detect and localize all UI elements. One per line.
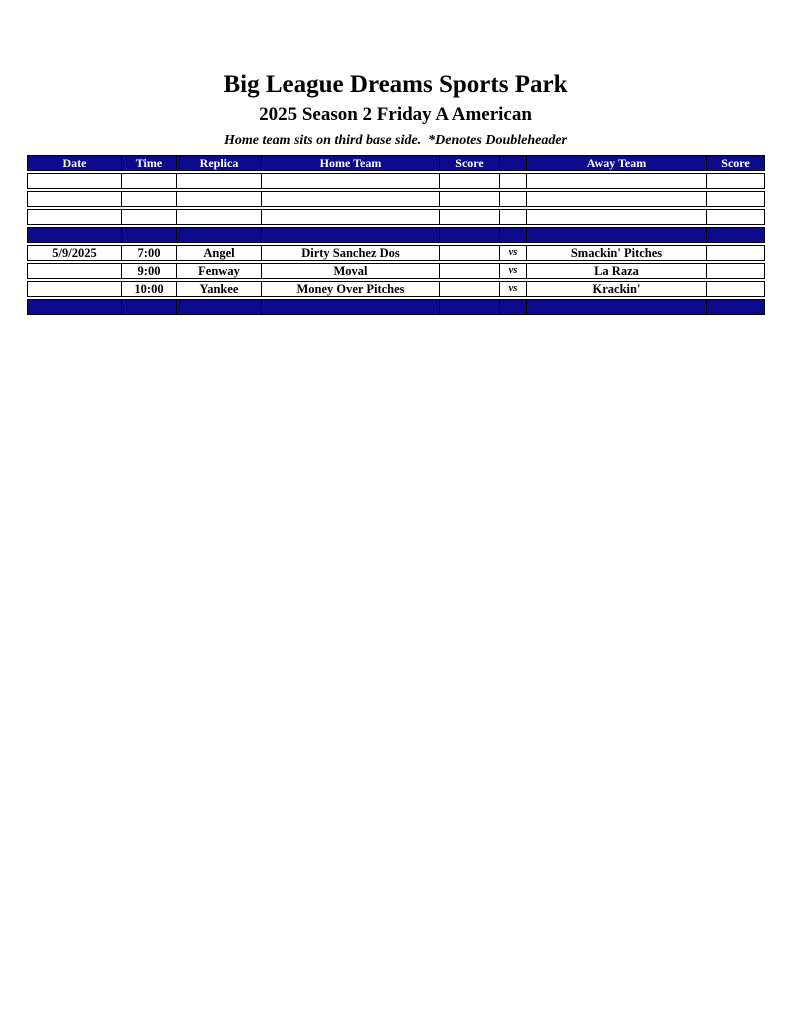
- empty-row: [27, 173, 765, 189]
- home-score-cell: [440, 263, 500, 279]
- schedule-table: [27, 153, 765, 317]
- page-title: Big League Dreams Sports Park: [223, 71, 568, 98]
- separator-cell: [527, 299, 707, 315]
- empty-cell: [177, 173, 262, 189]
- empty-cell: [177, 209, 262, 225]
- empty-cell: [27, 173, 122, 189]
- empty-cell: [527, 209, 707, 225]
- separator-cell: [122, 299, 177, 315]
- separator-cell: [27, 299, 122, 315]
- col-header-replica: Replica: [177, 155, 262, 171]
- empty-cell: [27, 209, 122, 225]
- empty-row: [27, 191, 765, 207]
- separator-cell: [177, 227, 262, 243]
- separator-cell: [440, 227, 500, 243]
- separator-cell: [122, 227, 177, 243]
- vs-cell: vs: [500, 281, 527, 297]
- separator-cell: [527, 227, 707, 243]
- date-cell: [27, 281, 122, 297]
- date-cell: [27, 263, 122, 279]
- separator-cell: [707, 299, 765, 315]
- page-subtitle: 2025 Season 2 Friday A American: [259, 104, 532, 125]
- home-score-cell: [440, 281, 500, 297]
- time-cell: 9:00: [122, 263, 177, 279]
- game-row: [27, 281, 765, 297]
- away-score-cell: [707, 263, 765, 279]
- separator-cell: [440, 299, 500, 315]
- separator-cell: [500, 299, 527, 315]
- home-score-cell: [440, 245, 500, 261]
- separator-cell: [177, 299, 262, 315]
- home-team-cell: Dirty Sanchez Dos: [262, 245, 440, 261]
- col-header-away-score: Score: [707, 155, 765, 171]
- date-cell: 5/9/2025: [27, 245, 122, 261]
- game-row: [27, 245, 765, 261]
- separator-cell: [707, 227, 765, 243]
- empty-cell: [440, 173, 500, 189]
- col-header-away-team: Away Team: [527, 155, 707, 171]
- col-header-vs: [500, 155, 527, 171]
- empty-cell: [707, 209, 765, 225]
- empty-cell: [527, 173, 707, 189]
- replica-cell: Yankee: [177, 281, 262, 297]
- col-header-home-team: Home Team: [262, 155, 440, 171]
- game-row: [27, 263, 765, 279]
- replica-cell: Fenway: [177, 263, 262, 279]
- schedule-note: Home team sits on third base side. *Denotes Doubleheader: [224, 132, 567, 148]
- empty-cell: [262, 209, 440, 225]
- empty-cell: [500, 191, 527, 207]
- empty-cell: [122, 191, 177, 207]
- empty-cell: [440, 191, 500, 207]
- separator-cell: [500, 227, 527, 243]
- vs-cell: vs: [500, 263, 527, 279]
- away-team-cell: Krackin': [527, 281, 707, 297]
- empty-cell: [177, 191, 262, 207]
- replica-cell: Angel: [177, 245, 262, 261]
- col-header-time: Time: [122, 155, 177, 171]
- empty-row: [27, 209, 765, 225]
- schedule-document: [0, 0, 791, 317]
- away-team-cell: La Raza: [527, 263, 707, 279]
- empty-cell: [27, 191, 122, 207]
- separator-row: [27, 299, 765, 315]
- separator-row: [27, 227, 765, 243]
- empty-cell: [262, 191, 440, 207]
- empty-cell: [262, 173, 440, 189]
- empty-cell: [500, 173, 527, 189]
- empty-cell: [500, 209, 527, 225]
- empty-cell: [527, 191, 707, 207]
- home-team-cell: Moval: [262, 263, 440, 279]
- time-cell: 10:00: [122, 281, 177, 297]
- empty-cell: [122, 209, 177, 225]
- empty-cell: [707, 191, 765, 207]
- separator-cell: [27, 227, 122, 243]
- empty-cell: [122, 173, 177, 189]
- col-header-home-score: Score: [440, 155, 500, 171]
- table-header-row: [27, 155, 765, 171]
- vs-cell: vs: [500, 245, 527, 261]
- separator-cell: [262, 227, 440, 243]
- col-header-date: Date: [27, 155, 122, 171]
- empty-cell: [440, 209, 500, 225]
- home-team-cell: Money Over Pitches: [262, 281, 440, 297]
- separator-cell: [262, 299, 440, 315]
- empty-cell: [707, 173, 765, 189]
- time-cell: 7:00: [122, 245, 177, 261]
- away-score-cell: [707, 281, 765, 297]
- away-score-cell: [707, 245, 765, 261]
- away-team-cell: Smackin' Pitches: [527, 245, 707, 261]
